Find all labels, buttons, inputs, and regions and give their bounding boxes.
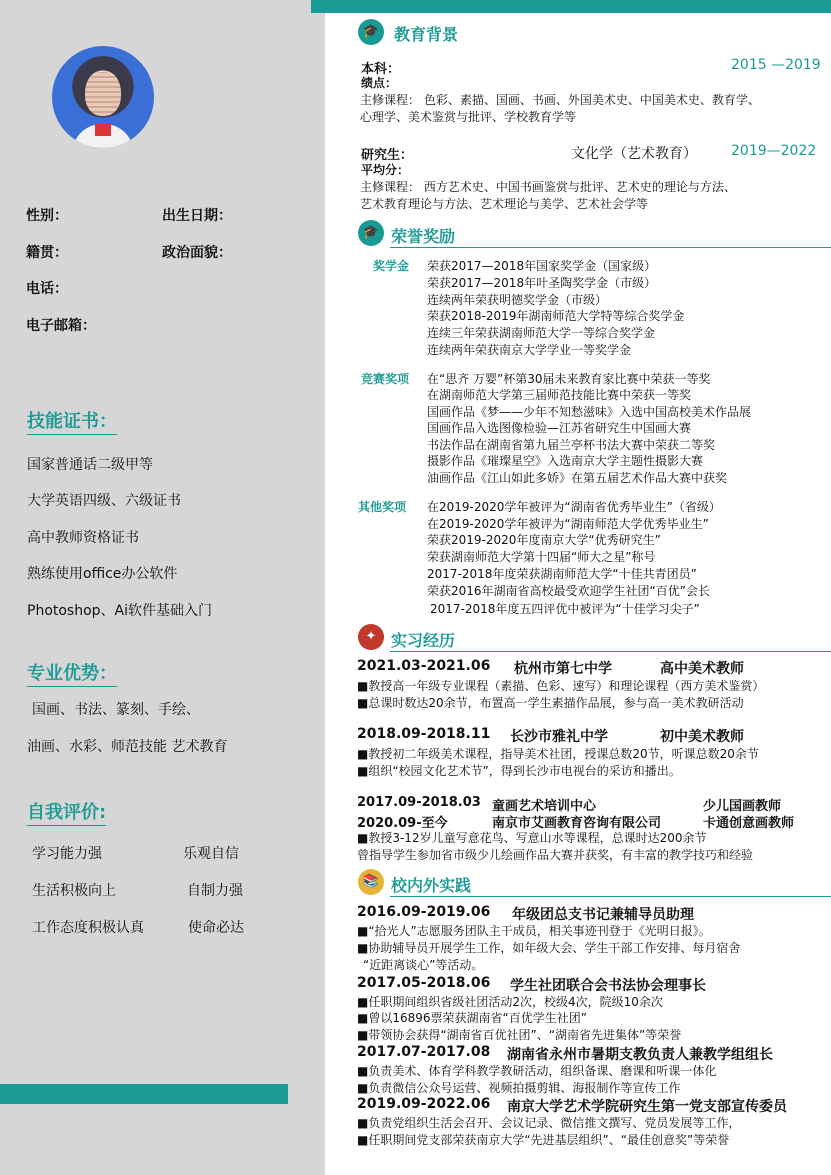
skill-item: 熟练使用office办公软件 [27, 566, 178, 582]
honor-item: 荣获湖南师范大学第十四届“师大之星”称号 [427, 550, 656, 564]
practice-date: 2016.09-2019.06 [357, 904, 491, 920]
practice-detail: ■负责党组织生活会召开、会议记录、微信推文撰写、党员发展等工作， [357, 1116, 741, 1130]
honor-item: 荣获2016年湖南省高校最受欢迎学生社团“百优”会长 [427, 584, 710, 598]
politics-label: 政治面貌： [162, 245, 232, 261]
section-divider [390, 896, 831, 897]
job-role: 高中美术教师 [660, 661, 744, 677]
honor-item: 连续两年荣获明德奖学金（市级） [427, 293, 608, 307]
internship-badge-icon: ✦ [358, 624, 384, 650]
practice-detail: ■负责美术、体育学科教学教研活动，组织备课、磨课和听课一体化 [357, 1064, 717, 1078]
master-label: 研究生： [361, 148, 414, 163]
honor-item: 荣获2019-2020年度南京大学“优秀研究生” [427, 533, 661, 547]
job-detail: ■教授3-12岁儿童写意花鸟、写意山水等课程，总课时达200余节 [357, 831, 707, 845]
honor-item: 连续三年荣获湖南师范大学一等综合奖学金 [427, 326, 656, 340]
practice-detail: ■任职期间党支部荣获南京大学“先进基层组织”、“最佳创意奖”等荣誉 [357, 1133, 730, 1147]
practice-detail: ■负责微信公众号运营、视频拍摄剪辑、海报制作等宣传工作 [357, 1081, 681, 1095]
master-courses: 主修课程： 西方艺术史、中国书画鉴赏与批评、艺术史的理论与方法、 [360, 180, 736, 194]
education-title: 教育背景 [394, 25, 459, 44]
job-date: 2018.09-2018.11 [357, 726, 491, 742]
honors-title: 荣誉奖励 [391, 227, 456, 246]
gpa-label: 平均分： [361, 163, 410, 177]
practice-role: 湖南省永州市暑期支教负责人兼教学组组长 [507, 1047, 773, 1063]
master-courses: 艺术教育理论与方法、艺术理论与美学、艺术社会学等 [360, 197, 649, 211]
bachelor-courses: 心理学、美术鉴赏与批评、学校教育学等 [360, 110, 577, 124]
bachelor-label: 本科： [361, 62, 401, 77]
honor-item: 2017-2018年度五四评优中被评为“十佳学习尖子” [430, 602, 700, 616]
job-org: 南京市艾画教育咨询有限公司 [492, 816, 662, 831]
skill-item: 大学英语四级、六级证书 [27, 493, 181, 509]
graduation-cap-icon: 🎓 [358, 19, 384, 45]
honor-item: 2017-2018年度荣获湖南师范大学“十佳共青团员” [427, 567, 697, 581]
honor-item: 在2019-2020学年被评为“湖南师范大学优秀毕业生” [427, 517, 709, 531]
job-role: 卡通创意画教师 [703, 816, 795, 831]
birth-label: 出生日期： [162, 208, 232, 224]
job-detail: ■组织“校园文化艺术节”，得到长沙市电视台的采访和播出。 [357, 764, 681, 778]
job-org: 杭州市第七中学 [514, 661, 612, 677]
strengths-line: 国画、书法、篆刻、手绘、 [32, 702, 200, 718]
self-eval-item: 乐观自信 [183, 846, 239, 862]
avatar [52, 46, 154, 148]
master-years: 2019—2022 [731, 143, 817, 159]
skill-item: 国家普通话二级甲等 [27, 457, 153, 473]
job-org: 长沙市雅礼中学 [510, 729, 608, 745]
practice-detail: ■曾以16896票荣获湖南省“百优学生社团” [357, 1011, 587, 1025]
self-eval-item: 使命必达 [188, 920, 244, 936]
practice-role: 年级团总支书记兼辅导员助理 [512, 907, 694, 923]
honor-cap-icon: 🎓 [358, 220, 384, 246]
practice-date: 2017.05-2018.06 [357, 975, 491, 991]
job-detail: ■总课时数达20余节，布置高一学生素描作品展，参与高一美术教研活动 [357, 696, 744, 710]
self-eval-item: 学习能力强 [32, 846, 102, 862]
practice-date: 2017.07-2017.08 [357, 1044, 491, 1060]
honor-item: 荣获2017—2018年国家奖学金（国家级） [427, 259, 657, 273]
avatar-face [85, 72, 121, 116]
job-date: 2021.03-2021.06 [357, 658, 491, 674]
competition-label: 竞赛奖项 [361, 372, 410, 386]
avatar-collar [95, 124, 111, 136]
skills-title: 技能证书： [27, 407, 117, 435]
practice-role: 南京大学艺术学院研究生第一党支部宣传委员 [507, 1099, 787, 1115]
email-label: 电子邮箱： [26, 318, 96, 334]
internship-title: 实习经历 [391, 631, 456, 650]
practice-title: 校内外实践 [391, 876, 472, 895]
phone-label: 电话： [26, 281, 68, 297]
sidebar [0, 0, 325, 1175]
skill-item: Photoshop、Ai软件基础入门 [27, 603, 213, 619]
master-major: 文化学（艺术教育） [571, 146, 697, 162]
self-eval-item: 自制力强 [187, 883, 243, 899]
job-role: 少儿国画教师 [703, 799, 782, 814]
honor-item: 在湖南师范大学第三届师范技能比赛中荣获一等奖 [427, 388, 692, 402]
bachelor-years: 2015 —2019 [731, 57, 821, 73]
honor-item: 油画作品《江山如此多娇》在第五届艺术作品大赛中获奖 [427, 471, 728, 485]
self-eval-item: 生活积极向上 [32, 883, 116, 899]
top-accent-bar [311, 0, 831, 13]
practice-books-icon: 📚 [358, 869, 384, 895]
other-awards-label: 其他奖项 [358, 500, 407, 514]
honor-item: 国画作品《梦——少年不知愁滋味》入选中国高校美术作品展 [427, 405, 752, 419]
practice-detail: ■带领协会获得“湖南省百优社团”、“湖南省先进集体”等荣誉 [357, 1028, 682, 1042]
job-org: 童画艺术培训中心 [492, 799, 597, 814]
practice-detail: ■任职期间组织省级社团活动2次，校级4次，院级10余次 [357, 995, 663, 1009]
bottom-accent-bar [0, 1084, 288, 1104]
practice-detail: ■“拾光人”志愿服务团队主干成员，相关事迹刊登于《光明日报》。 [357, 924, 711, 938]
job-date: 2017.09-2018.03 [357, 795, 481, 810]
origin-label: 籍贯： [26, 245, 68, 261]
honor-item: 连续两年荣获南京大学学业一等奖学金 [427, 343, 632, 357]
job-detail: 曾指导学生参加省市级少儿绘画作品大赛并获奖，有丰富的教学技巧和经验 [357, 848, 754, 862]
job-date: 2020.09-至今 [357, 816, 448, 831]
honor-item: 荣获2017—2018年叶圣陶奖学金（市级） [427, 276, 657, 290]
self-eval-title: 自我评价: [27, 798, 106, 826]
practice-detail: “近距离谈心”等活动。 [363, 958, 484, 972]
strengths-line: 油画、水彩、师范技能 艺术教育 [27, 739, 228, 755]
strengths-title: 专业优势： [27, 659, 117, 687]
bachelor-courses: 主修课程： 色彩、素描、国画、书画、外国美术史、中国美术史、教育学、 [360, 93, 760, 107]
honor-item: 荣获2018-2019年湖南师范大学特等综合奖学金 [427, 309, 685, 323]
practice-date: 2019.09-2022.06 [357, 1096, 491, 1112]
job-detail: ■教授初二年级美术课程，指导美术社团，授课总数20节，听课总数20余节 [357, 747, 759, 761]
job-role: 初中美术教师 [660, 729, 744, 745]
section-divider [390, 247, 831, 248]
scholarship-label: 奖学金 [373, 259, 410, 273]
section-divider [390, 651, 831, 652]
honor-item: 在“思齐 万婴”杯第30届未来教育家比赛中荣获一等奖 [427, 372, 711, 386]
job-detail: ■教授高一年级专业课程（素描、色彩、速写）和理论课程（西方美术鉴赏） [357, 679, 765, 693]
gender-label: 性别： [26, 208, 68, 224]
self-eval-item: 工作态度积极认真 [32, 920, 144, 936]
gpa-label: 绩点： [361, 76, 398, 90]
honor-item: 书法作品在湖南省第九届兰亭杯书法大赛中荣获二等奖 [427, 438, 716, 452]
skill-item: 高中教师资格证书 [27, 530, 139, 546]
honor-item: 在2019-2020学年被评为“湖南省优秀毕业生”（省级） [427, 500, 721, 514]
practice-role: 学生社团联合会书法协会理事长 [510, 978, 706, 994]
honor-item: 摄影作品《璀璨星空》入选南京大学主题性摄影大赛 [427, 454, 704, 468]
honor-item: 国画作品入选图像检验—江苏省研究生中国画大赛 [427, 421, 692, 435]
practice-detail: ■协助辅导员开展学生工作，如年级大会、学生干部工作安排、每月宿舍 [357, 941, 741, 955]
